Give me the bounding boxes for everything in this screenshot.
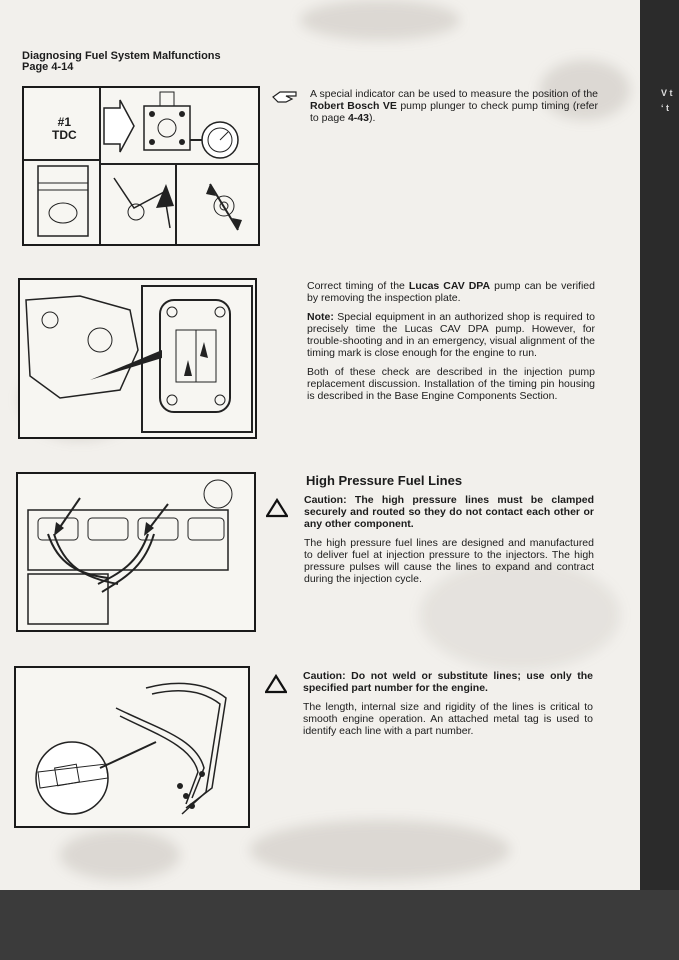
header-title: Diagnosing Fuel System Malfunctions (22, 50, 221, 62)
tdc-label: #1 TDC (52, 115, 77, 142)
figure-fuel-lines-tag (14, 666, 250, 828)
warning-triangle-icon (265, 674, 287, 694)
caution-clamp-lines: Caution: The high pressure lines must be clamped securely and routed so they do not contact each other or any other component. (304, 494, 594, 530)
figure-bosch-indicator (22, 86, 260, 246)
fuel-lines-tag-illustration (16, 668, 248, 826)
figure-lucas-pump (18, 278, 257, 439)
warning-triangle-icon (266, 498, 288, 518)
section-substitute-lines-text: Caution: Do not weld or substitute lines; use only the specified part number for the engine. The length, internal size and rigidity of the lines is critical to smooth engine operation. An attached metal tag is used to identify each line with a part number. (303, 670, 593, 737)
hand-pointer-icon (272, 90, 298, 104)
engine-fuel-lines-illustration (18, 474, 254, 630)
section-high-pressure-text: Caution: The high pressure lines must be clamped securely and routed so they do not contact each other or any other component. The high pressure fuel lines are designed and manufactured to deliver fuel at injection pressure to the injectors. The high pressure pulses will cause the lines to expand and contract during the injection cycle. (304, 494, 594, 585)
section-heading-high-pressure-fuel-lines: High Pressure Fuel Lines (306, 473, 463, 488)
header-page-number: Page 4-14 (22, 61, 74, 73)
section-lucas-text: Correct timing of the Lucas CAV DPA pump can be verified by removing the inspection plate. Note: Special equipment in an authorized shop is required to precisely time the Lucas CAV DPA pump. However, for trouble-shooting and in an emergency, visual alignment of the timing mark is close enough for the engine to run. Both of these check are described in the injection pump replacement discussion. Installation of the timing pin housing is described in the Base Engine Components Section. (307, 280, 595, 402)
figure-high-pressure-lines-engine (16, 472, 256, 632)
bosch-pump-illustration (24, 88, 258, 244)
page-header (22, 51, 221, 73)
facing-page-margin-text: V t ‘ t (661, 88, 673, 113)
section-bosch-text: A special indicator can be used to measure the position of the Robert Bosch VE pump plunger to check pump timing (refer to page 4-43). (310, 88, 598, 124)
caution-no-weld: Caution: Do not weld or substitute lines; use only the specified part number for the engine. (303, 670, 593, 694)
background-surface (0, 890, 679, 960)
page-edge-shadow (640, 0, 679, 890)
lucas-pump-illustration (20, 280, 255, 437)
